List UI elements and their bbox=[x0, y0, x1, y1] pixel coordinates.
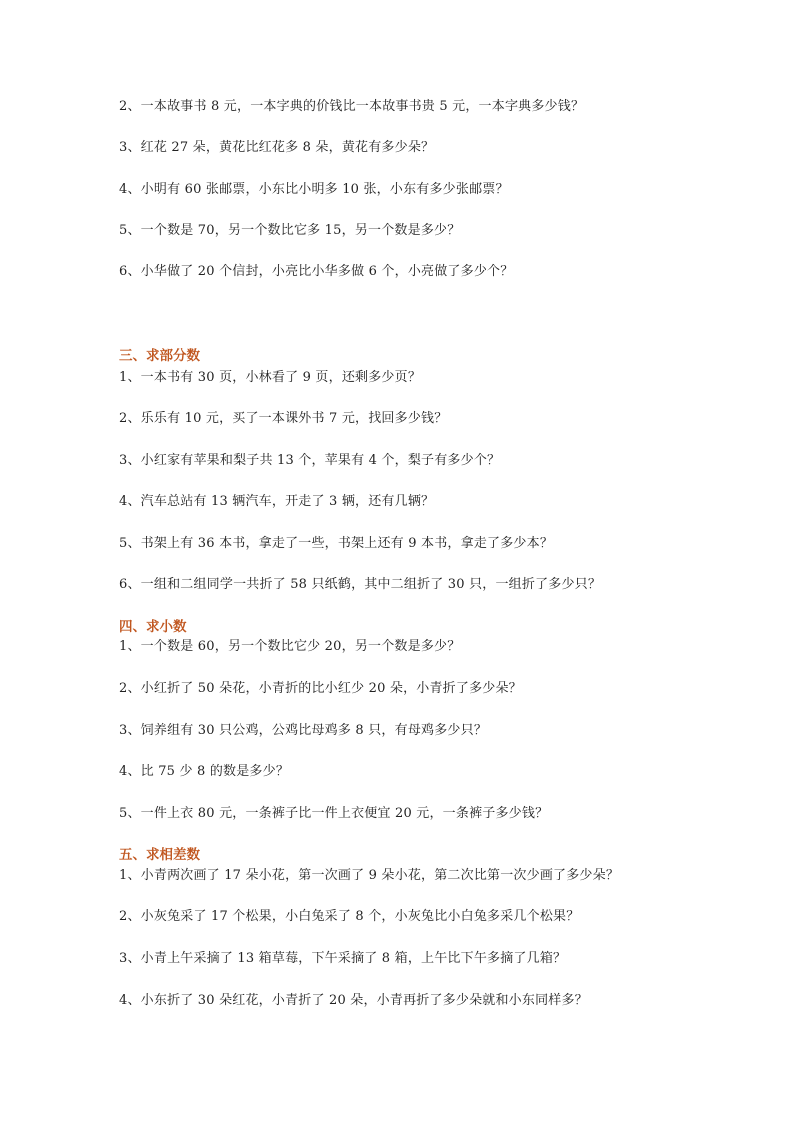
problem-item: 3、红花 27 朵，黄花比红花多 8 朵，黄花有多少朵？ bbox=[119, 140, 435, 155]
problem-item: 2、小红折了 50 朵花，小青折的比小红少 20 朵，小青折了多少朵？ bbox=[119, 681, 522, 696]
problem-item: 1、一本书有 30 页，小林看了 9 页，还剩多少页？ bbox=[119, 370, 422, 385]
problem-item: 3、饲养组有 30 只公鸡，公鸡比母鸡多 8 只，有母鸡多少只？ bbox=[119, 723, 488, 738]
problem-item: 2、小灰兔采了 17 个松果，小白兔采了 8 个，小灰兔比小白兔多采几个松果？ bbox=[119, 909, 580, 924]
problem-item: 4、汽车总站有 13 辆汽车，开走了 3 辆，还有几辆？ bbox=[119, 494, 435, 509]
problem-item: 1、一个数是 60，另一个数比它少 20，另一个数是多少？ bbox=[119, 639, 461, 654]
problem-item: 6、小华做了 20 个信封，小亮比小华多做 6 个，小亮做了多少个？ bbox=[119, 264, 514, 279]
problem-item: 4、小东折了 30 朵红花，小青折了 20 朵，小青再折了多少朵就和小东同样多？ bbox=[119, 993, 588, 1008]
section-heading-3: 三、求部分数 bbox=[119, 348, 200, 364]
problem-item: 4、比 75 少 8 的数是多少？ bbox=[119, 764, 290, 779]
problem-item: 2、一本故事书 8 元，一本字典的价钱比一本故事书贵 5 元，一本字典多少钱？ bbox=[119, 99, 585, 114]
problem-item: 3、小青上午采摘了 13 箱草莓，下午采摘了 8 箱，上午比下午多摘了几箱？ bbox=[119, 951, 567, 966]
problem-item: 6、一组和二组同学一共折了 58 只纸鹤，其中二组折了 30 只，一组折了多少只？ bbox=[119, 577, 602, 592]
problem-item: 5、一个数是 70，另一个数比它多 15，另一个数是多少？ bbox=[119, 223, 461, 238]
problem-item: 5、一件上衣 80 元，一条裤子比一件上衣便宜 20 元，一条裤子多少钱？ bbox=[119, 806, 549, 821]
problem-item: 2、乐乐有 10 元，买了一本课外书 7 元，找回多少钱？ bbox=[119, 411, 448, 426]
section-heading-5: 五、求相差数 bbox=[119, 847, 200, 863]
problem-item: 5、书架上有 36 本书，拿走了一些，书架上还有 9 本书，拿走了多少本？ bbox=[119, 536, 554, 551]
problem-item: 4、小明有 60 张邮票，小东比小明多 10 张，小东有多少张邮票？ bbox=[119, 182, 509, 197]
problem-item: 3、小红家有苹果和梨子共 13 个，苹果有 4 个，梨子有多少个？ bbox=[119, 453, 501, 468]
section-heading-4: 四、求小数 bbox=[119, 619, 187, 635]
problem-item: 1、小青两次画了 17 朵小花，第一次画了 9 朵小花，第二次比第一次少画了多少朵？ bbox=[119, 868, 620, 883]
